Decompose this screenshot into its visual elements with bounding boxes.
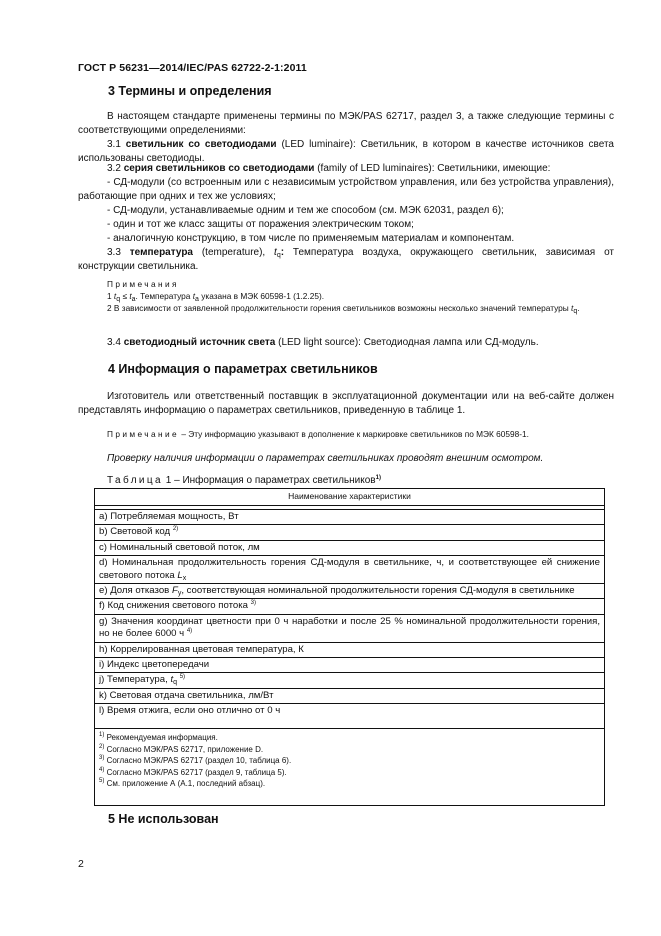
definition-3-2-item: - один и тот же класс защиты от поражения электрическим током;: [107, 219, 414, 230]
notes-label: Примечания: [107, 279, 179, 289]
table-row: i) Индекс цветопередачи: [95, 658, 605, 673]
definition-3-4: 3.4 светодиодный источник света (LED light source): Светодиодная лампа или СД-модуль.: [107, 337, 539, 348]
definition-3-2-item: - СД-модули, устанавливаемые одним и тем же способом (см. МЭК 62031, раздел 6);: [107, 205, 504, 216]
section-4-intro: Изготовитель или ответственный поставщик в эксплуатационной документации или на веб-сайте должен представлять информацию о параметрах светильников, приведенную в таблице 1.: [78, 391, 614, 417]
check-statement: Проверку наличия информации о параметрах светильниках проводят внешним осмотром.: [107, 453, 544, 464]
section-4-note: Примечание – Эту информацию указывают в дополнение к маркировке светильников по МЭК 60598-1.: [107, 429, 529, 439]
table-row: f) Код снижения светового потока $^{3)}$: [95, 599, 605, 614]
note-1: 1 $t_q \le t_a$. Температура $t_a$ указана в МЭК 60598-1 (1.2.25).: [107, 291, 325, 303]
footnote: $^{4)}$ Согласно МЭК/PAS 62717 (раздел 9, таблица 5).: [99, 766, 287, 777]
footnote: $^{5)}$ См. приложение А (А.1, последний абзац).: [99, 778, 266, 789]
parameters-table: [94, 488, 605, 806]
table-row: e) Доля отказов $F_y$, соответствующая номинальной продолжительности горения СД-модуля в светильнике: [95, 584, 605, 599]
table-row: j) Температура, $t_q$ $^{5)}$: [95, 673, 605, 688]
table-header: Наименование характеристики: [95, 489, 605, 506]
definition-text: (LED luminaire): Светильник, в котором в качестве источников света использованы светодиоды.: [78, 139, 614, 165]
section-3-intro: В настоящем стандарте применены термины по МЭК/PAS 62717, раздел 3, а также следующие термины с соответствующими определениями:: [78, 111, 614, 137]
definition-3-2-item: - аналогичную конструкцию, в том числе по применяемым материалам и компонентам.: [107, 233, 515, 244]
table-row: l) Время отжига, если оно отлично от 0 ч: [95, 704, 605, 729]
definition-number: 3.1: [107, 139, 126, 150]
definition-3-2: [107, 162, 614, 176]
page-number: 2: [78, 858, 84, 870]
section-4-title: 4 Информация о параметрах светильников: [108, 362, 378, 376]
definition-3-2-item: - СД-модули (со встроенным или с независимым устройством управления, или без устройства управления), работающие при одних и тех же условиях;: [78, 177, 614, 203]
note-2: 2 В зависимости от заявленной продолжительности горения светильников возможны несколько значений температуры $t_q$.: [107, 303, 580, 315]
section-3-title: 3 Термины и определения: [108, 84, 272, 98]
footnote: $^{1)}$ Рекомендуемая информация.: [99, 732, 218, 743]
section-5-title: 5 Не использован: [108, 812, 219, 826]
table-row: h) Коррелированная цветовая температура, К: [95, 642, 605, 657]
footnote: $^{2)}$ Согласно МЭК/PAS 62717, приложение D.: [99, 743, 264, 754]
table-row: k) Световая отдача светильника, лм/Вт: [95, 688, 605, 703]
definition-term: светильник со светодиодами: [125, 139, 277, 150]
table-row: a) Потребляемая мощность, Вт: [95, 510, 605, 525]
definition-text: (family of LED luminaires): Светильники, имеющие:: [314, 163, 551, 174]
footnote: $^{3)}$ Согласно МЭК/PAS 62717 (раздел 10, таблица 6).: [99, 755, 292, 766]
table-row: g) Значения координат цветности при 0 ч наработки и после 25 % номинальной продолжительности горения, но не более 6000 ч $^{4)}$: [95, 614, 605, 642]
table-row: b) Световой код $^{2)}$: [95, 525, 605, 540]
table-row: d) Номинальная продолжительность горения СД-модуля в светильнике, ч, и соответствующее ей снижение светового потока $L_x$: [95, 556, 605, 584]
definition-3-3: 3.3 температура (temperature), $t_q$: Температура воздуха, окружающего светильник, зависимая от конструкции светильника.: [78, 247, 614, 273]
table-caption: Таблица 1 – Информация о параметрах светильников$^{1)}$: [107, 475, 381, 486]
table-footnotes: [95, 729, 605, 806]
document-header: ГОСТ Р 56231—2014/IEC/PAS 62722-2-1:2011: [78, 62, 307, 74]
table-row: c) Номинальный световой поток, лм: [95, 540, 605, 555]
definition-number: 3.2: [107, 163, 124, 174]
definition-term: серия светильников со светодиодами: [123, 163, 315, 174]
